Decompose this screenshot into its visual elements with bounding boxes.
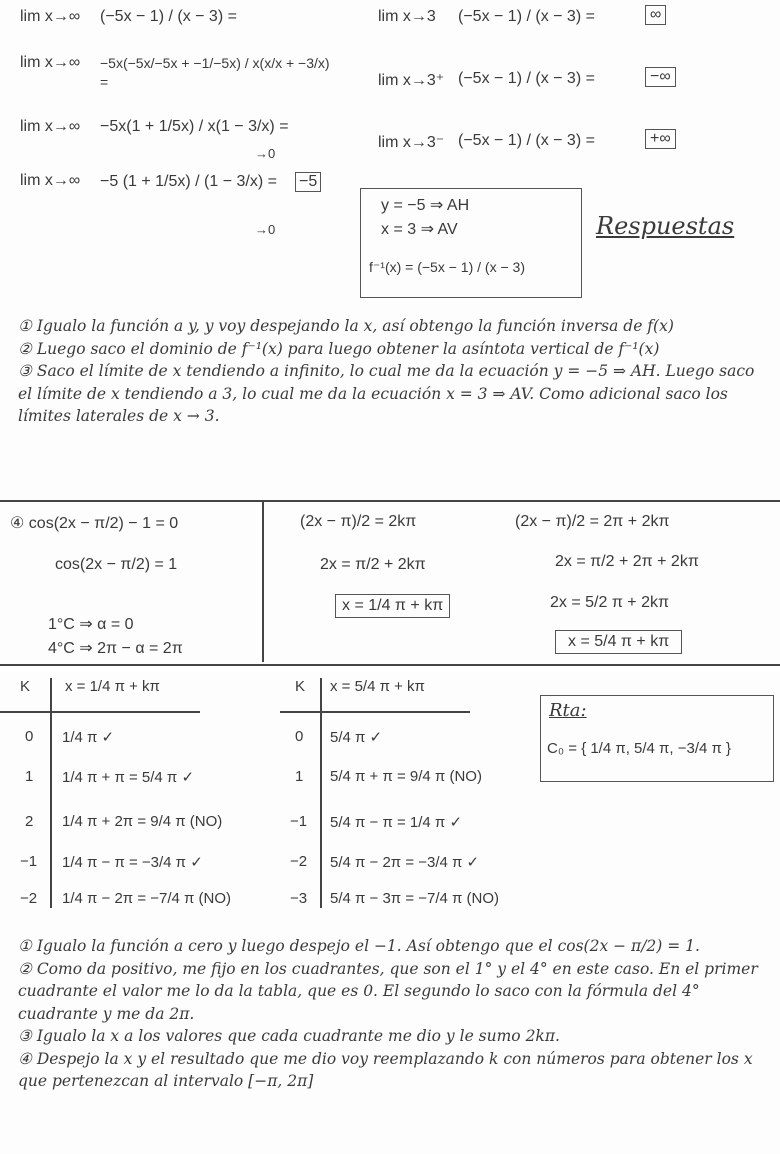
table-cell: 1/4 π ✓: [62, 729, 115, 746]
table-cell: −3: [290, 890, 308, 907]
table-header: K: [20, 678, 31, 695]
equation: (2x − π)/2 = 2kπ: [300, 513, 417, 530]
explanation-paragraph-1: ① Igualo la función a y, y voy despejando la x, así obtengo la función inversa de f(x) ② Luego saco el dominio de f⁻¹(x) para luego obtener la asíntota vertical de f⁻¹(x) ③ Saco el límite de x tendiendo a infinito, lo cual me da la ecuación y = −5 ⇒ AH. Luego saco el límite de x tendiendo a 3, lo cual me da la ecuación x = 3 ⇒ AV. Como adicional saco los límites laterales de x → 3.: [18, 317, 755, 425]
limit-result: −5: [295, 172, 321, 192]
table-cell: −1: [20, 853, 38, 870]
limit-note: →0: [255, 222, 276, 237]
limit-expression: −5x(−5x/−5x + −1/−5x) / x(x/x + −3/x) =: [100, 55, 330, 90]
table-rule: [320, 678, 322, 908]
limit-expression: (−5x − 1) / (x − 3) =: [458, 132, 595, 149]
limit-label: lim x→∞: [20, 172, 81, 189]
table-cell: 5/4 π + π = 9/4 π (NO): [330, 768, 482, 785]
answer-line: x = 3 ⇒ AV: [381, 221, 458, 238]
table-cell: 1/4 π − π = −3/4 π ✓: [62, 854, 203, 871]
table-rule: [0, 711, 200, 713]
table-cell: 1: [25, 768, 34, 785]
limit-label: lim x→∞: [20, 54, 81, 71]
table-header: x = 1/4 π + kπ: [65, 678, 160, 695]
equation: (2x − π)/2 = 2π + 2kπ: [515, 513, 670, 530]
answers-label: Respuestas: [596, 212, 735, 240]
final-answer-label: Rta:: [549, 700, 587, 721]
limit-label: lim x→∞: [20, 8, 81, 25]
solution-box: x = 5/4 π + kπ: [555, 630, 682, 654]
equation: cos(2x − π/2) = 1: [55, 556, 178, 573]
limit-expression: (−5x − 1) / (x − 3) =: [458, 70, 595, 87]
table-cell: 2: [25, 813, 34, 830]
limit-label: lim x→3⁻: [378, 134, 445, 151]
table-header: K: [295, 678, 306, 695]
limit-expression: (−5x − 1) / (x − 3) =: [100, 8, 237, 25]
table-cell: 5/4 π − π = 1/4 π ✓: [330, 814, 463, 831]
table-cell: 0: [25, 728, 34, 745]
divider: [0, 664, 780, 666]
table-cell: 5/4 π − 3π = −7/4 π (NO): [330, 890, 500, 907]
table-cell: −2: [20, 890, 38, 907]
table-rule: [280, 711, 470, 713]
answer-line: y = −5 ⇒ AH: [381, 197, 470, 214]
equation: 2x = 5/2 π + 2kπ: [550, 594, 670, 611]
limit-expression: −5x(1 + 1/5x) / x(1 − 3/x) =: [100, 118, 289, 135]
table-cell: 5/4 π − 2π = −3/4 π ✓: [330, 854, 480, 871]
table-cell: 1/4 π + π = 5/4 π ✓: [62, 769, 195, 786]
equation: ④ cos(2x − π/2) − 1 = 0: [10, 515, 179, 532]
table-cell: 0: [295, 728, 304, 745]
answers-box: [360, 188, 582, 298]
table-cell: −1: [290, 813, 308, 830]
limit-expression: (−5x − 1) / (x − 3) =: [458, 8, 595, 25]
table-cell: 1: [295, 768, 304, 785]
table-cell: −2: [290, 853, 308, 870]
equation: 4°C ⇒ 2π − α = 2π: [48, 640, 183, 657]
limit-label: lim x→∞: [20, 118, 81, 135]
limit-note: →0: [255, 146, 276, 161]
explanation-paragraph-2: ① Igualo la función a cero y luego despejo el −1. Así obtengo que el cos(2x − π/2) = 1. ② Como da positivo, me fijo en los cuadrantes, que son el 1° y el 4° en este caso. En el primer cuadrante el valor me lo da la tabla, que es 0. El segundo lo saco con la fórmula del 4° cuadrante y me da 2π. ③ Igualo la x a los valores que cada cuadrante me dio y le sumo 2kπ. ④ Despejo la x y el resultado que me dio voy reemplazando k con números para obtener los x que pertenezcan al intervalo [−π, 2π]: [18, 937, 758, 1090]
answer-line: f⁻¹(x) = (−5x − 1) / (x − 3): [369, 259, 525, 275]
limit-label: lim x→3⁺: [378, 72, 445, 89]
equation: 2x = π/2 + 2kπ: [320, 556, 426, 573]
divider: [262, 502, 264, 662]
table-cell: 1/4 π − 2π = −7/4 π (NO): [62, 890, 232, 907]
limit-result: ∞: [645, 5, 666, 25]
equation: 2x = π/2 + 2π + 2kπ: [555, 553, 699, 570]
limit-result: −∞: [645, 67, 676, 87]
solution-set: C₀ = { 1/4 π, 5/4 π, −3/4 π }: [547, 740, 732, 757]
divider: [0, 500, 780, 502]
equation: 1°C ⇒ α = 0: [48, 616, 134, 633]
table-cell: 5/4 π ✓: [330, 729, 383, 746]
final-answer-box: [540, 695, 774, 782]
limit-expression: −5 (1 + 1/5x) / (1 − 3/x) =: [100, 173, 277, 190]
limit-label: lim x→3: [378, 8, 436, 25]
table-rule: [50, 678, 52, 908]
solution-box: x = 1/4 π + kπ: [335, 594, 450, 618]
table-cell: 1/4 π + 2π = 9/4 π (NO): [62, 813, 223, 830]
limit-result: +∞: [645, 129, 676, 149]
table-header: x = 5/4 π + kπ: [330, 678, 425, 695]
